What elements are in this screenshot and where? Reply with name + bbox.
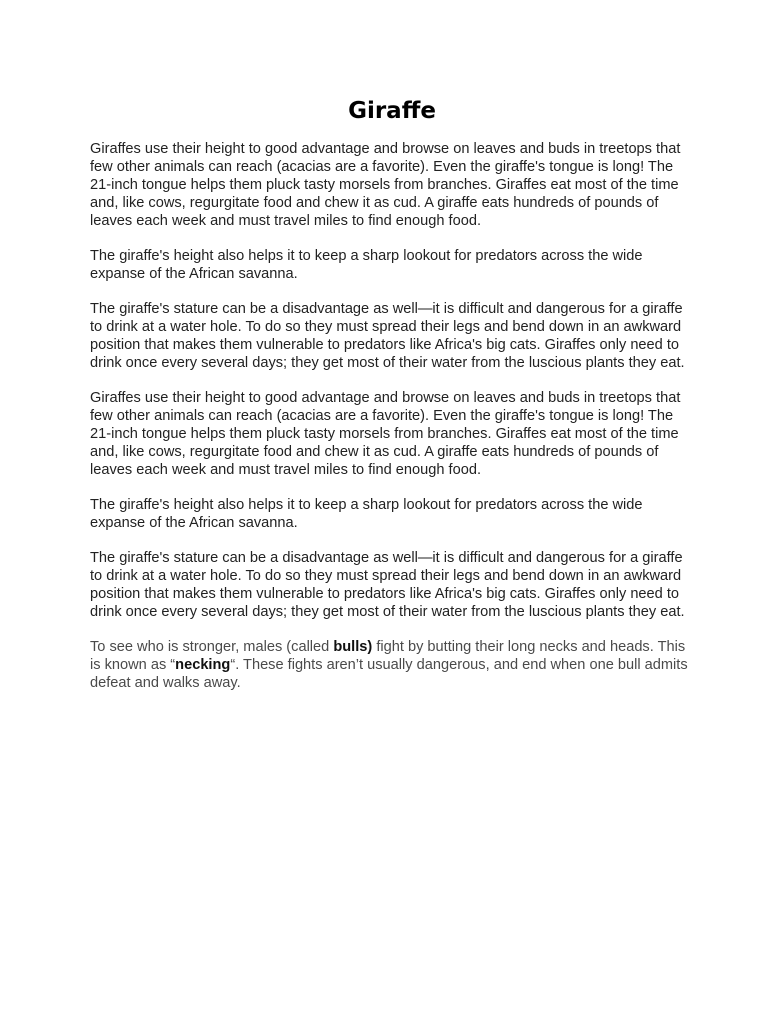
paragraph-lookout-repeat: The giraffe's height also helps it to keep a sharp lookout for predators across the wide expanse of the African savanna.	[90, 497, 643, 531]
page-title: Giraffe	[348, 98, 436, 124]
paragraph-feeding-repeat: Giraffes use their height to good advantage and browse on leaves and buds in treetops that few other animals can reach (acacias are a favorite). Even the giraffe's tongue is long! The 21-inch tongue helps them pluck tasty morsels from branches. Giraffes eat most of the time and, like cows, regurgitate food and chew it as cud. A giraffe eats hundreds of pounds of leaves each week and must travel miles to find enough food.	[90, 390, 681, 478]
necking-text-1: To see who is stronger, males (called	[90, 639, 334, 656]
bold-term-necking: necking	[175, 657, 231, 674]
paragraph-feeding: Giraffes use their height to good advantage and browse on leaves and buds in treetops that few other animals can reach (acacias are a favorite). Even the giraffe's tongue is long! The 21-inch tongue helps them pluck tasty morsels from branches. Giraffes eat most of the time and, like cows, regurgitate food and chew it as cud. A giraffe eats hundreds of pounds of leaves each week and must travel miles to find enough food.	[90, 141, 681, 229]
necking-text-2: fight by butting their long necks and heads. This is known as “	[90, 639, 686, 674]
document-page	[90, 94, 690, 710]
paragraph-necking	[90, 639, 690, 693]
paragraph-drinking: The giraffe's stature can be a disadvantage as well—it is difficult and dangerous for a giraffe to drink at a water hole. To do so they must spread their legs and bend down in an awkward position that makes them vulnerable to predators like Africa's big cats. Giraffes only need to drink once every several days; they get most of their water from the luscious plants they eat.	[90, 301, 685, 371]
necking-text-3: “. These fights aren’t usually dangerous, and end when one bull admits defeat and walks away.	[90, 657, 688, 692]
paragraph-drinking-repeat: The giraffe's stature can be a disadvantage as well—it is difficult and dangerous for a giraffe to drink at a water hole. To do so they must spread their legs and bend down in an awkward position that makes them vulnerable to predators like Africa's big cats. Giraffes only need to drink once every several days; they get most of their water from the luscious plants they eat.	[90, 550, 685, 620]
bold-term-bulls: bulls)	[333, 639, 373, 656]
paragraph-lookout: The giraffe's height also helps it to keep a sharp lookout for predators across the wide expanse of the African savanna.	[90, 247, 643, 282]
